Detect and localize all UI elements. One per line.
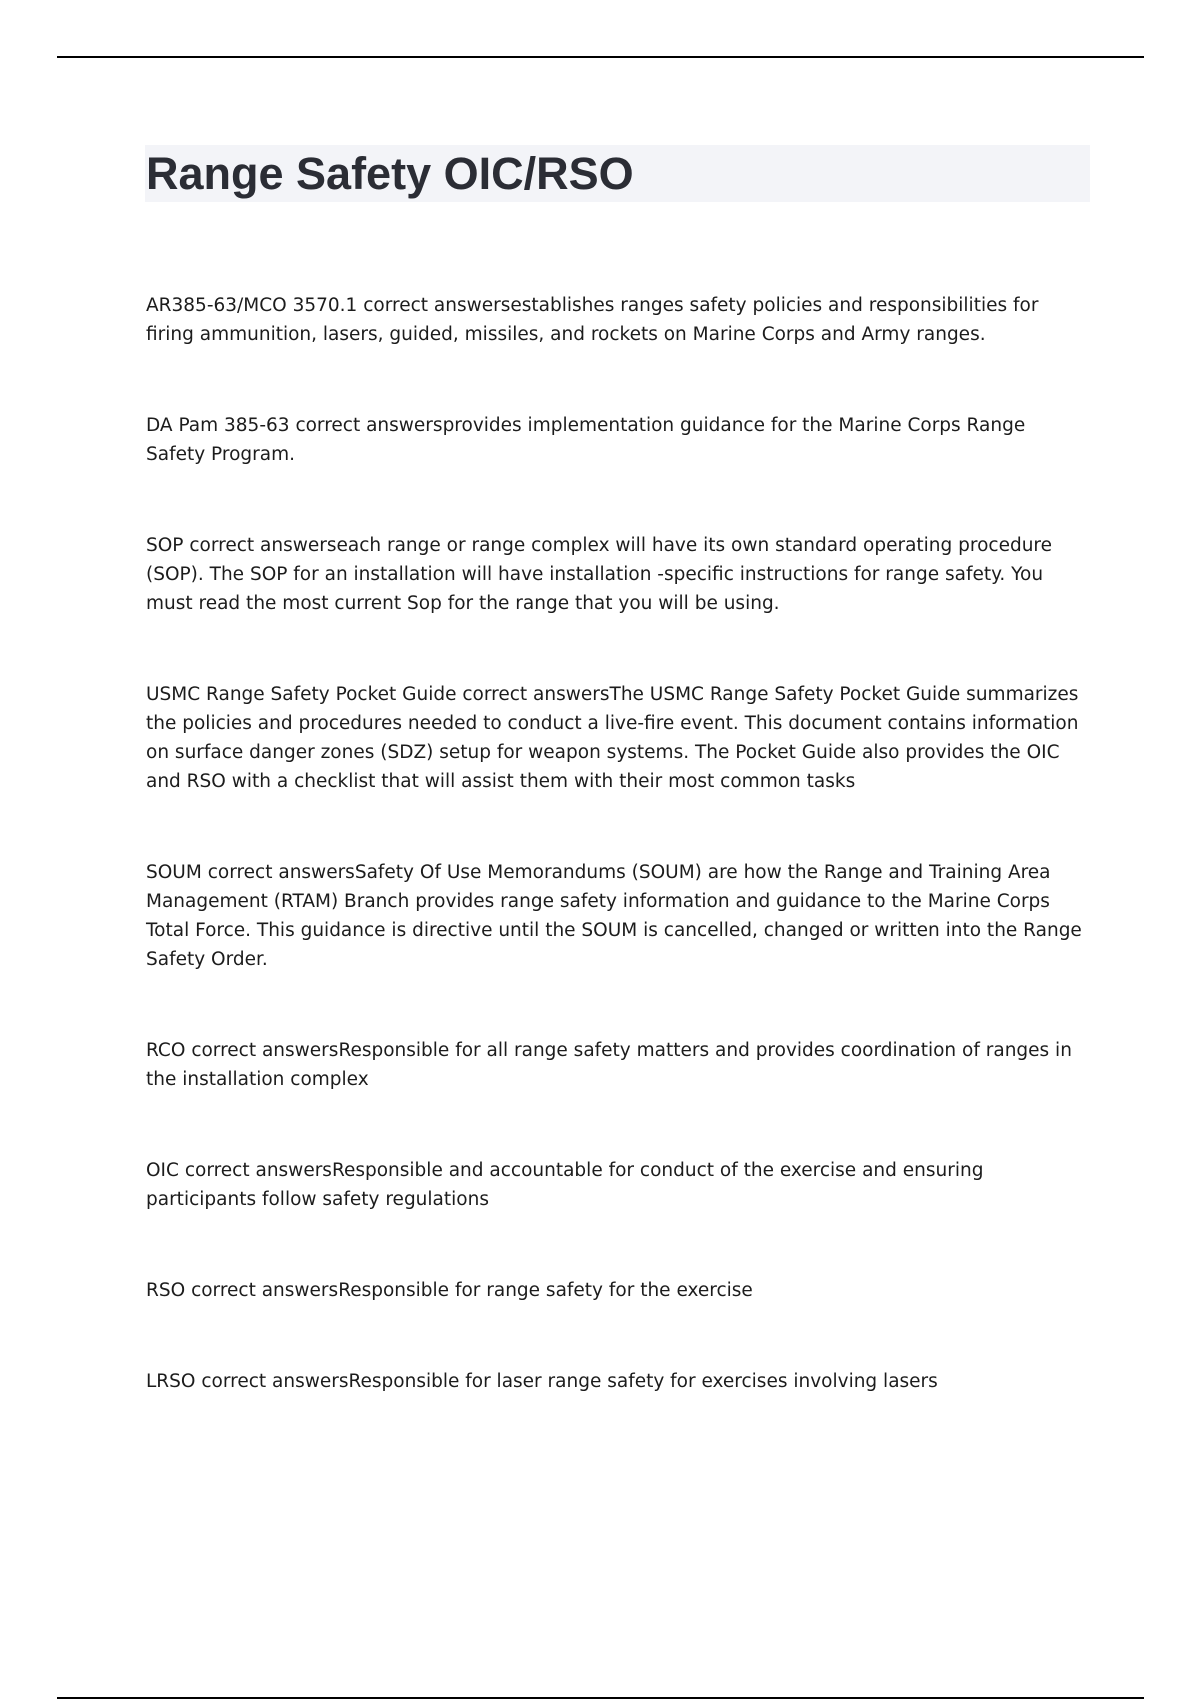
qa-definition: Responsible and accountable for conduct of the exercise and ensuring participants follow safety regulations xyxy=(146,1160,984,1210)
header-rule xyxy=(57,56,1144,58)
qa-list xyxy=(146,291,1086,1458)
qa-term: AR385-63/MCO 3570.1 xyxy=(146,295,358,316)
qa-definition: The USMC Range Safety Pocket Guide summarizes the policies and procedures needed to conduct a live-fire event. This document contains information on surface danger zones (SDZ) setup for weapon systems. The Pocket Guide also provides the OIC and RSO with a checklist that will assist them with their most common tasks xyxy=(146,684,1079,792)
qa-answer-label: correct answers xyxy=(191,1280,339,1301)
qa-definition: Responsible for all range safety matters and provides coordination of ranges in the installation complex xyxy=(146,1040,1072,1090)
qa-answer-label: correct answers xyxy=(295,415,443,436)
qa-answer-label: correct answers xyxy=(184,1160,332,1181)
qa-term: USMC Range Safety Pocket Guide xyxy=(146,684,457,705)
qa-definition: Safety Of Use Memorandums (SOUM) are how the Range and Training Area Management (RTAM) Branch provides range safety information and guidance to the Marine Corps Total Force. This guidance is directive until the SOUM is cancelled, changed or written into the Range Safety Order. xyxy=(146,862,1082,970)
qa-term: RCO xyxy=(146,1040,186,1061)
qa-entry xyxy=(146,1036,1086,1094)
qa-entry xyxy=(146,1276,1086,1305)
qa-definition: provides implementation guidance for the Marine Corps Range Safety Program. xyxy=(146,415,1026,465)
qa-term: SOP xyxy=(146,535,184,556)
qa-definition: establishes ranges safety policies and responsibilities for firing ammunition, lasers, guided, missiles, and rockets on Marine Corps and Army ranges. xyxy=(146,295,1039,345)
qa-definition: Responsible for laser range safety for exercises involving lasers xyxy=(348,1371,938,1392)
qa-term: SOUM xyxy=(146,862,202,883)
qa-answer-label: correct answers xyxy=(207,862,355,883)
qa-answer-label: correct answers xyxy=(462,684,610,705)
page-title: Range Safety OIC/RSO xyxy=(146,148,634,199)
qa-entry xyxy=(146,1156,1086,1214)
footer-rule xyxy=(57,1697,1144,1699)
qa-answer-label: correct answers xyxy=(189,535,337,556)
qa-definition: each range or range complex will have its own standard operating procedure (SOP). The SOP for an installation will have installation -specific instructions for range safety. You must read the most current Sop for the range that you will be using. xyxy=(146,535,1053,614)
qa-entry xyxy=(146,858,1086,974)
qa-entry xyxy=(146,291,1086,349)
qa-term: RSO xyxy=(146,1280,186,1301)
qa-answer-label: correct answers xyxy=(201,1371,349,1392)
qa-entry xyxy=(146,680,1086,796)
qa-definition: Responsible for range safety for the exercise xyxy=(338,1280,753,1301)
qa-term: LRSO xyxy=(146,1371,196,1392)
qa-entry xyxy=(146,411,1086,469)
qa-entry xyxy=(146,1367,1086,1396)
qa-term: OIC xyxy=(146,1160,179,1181)
qa-answer-label: correct answers xyxy=(363,295,511,316)
qa-entry xyxy=(146,531,1086,618)
qa-term: DA Pam 385-63 xyxy=(146,415,290,436)
qa-answer-label: correct answers xyxy=(191,1040,339,1061)
